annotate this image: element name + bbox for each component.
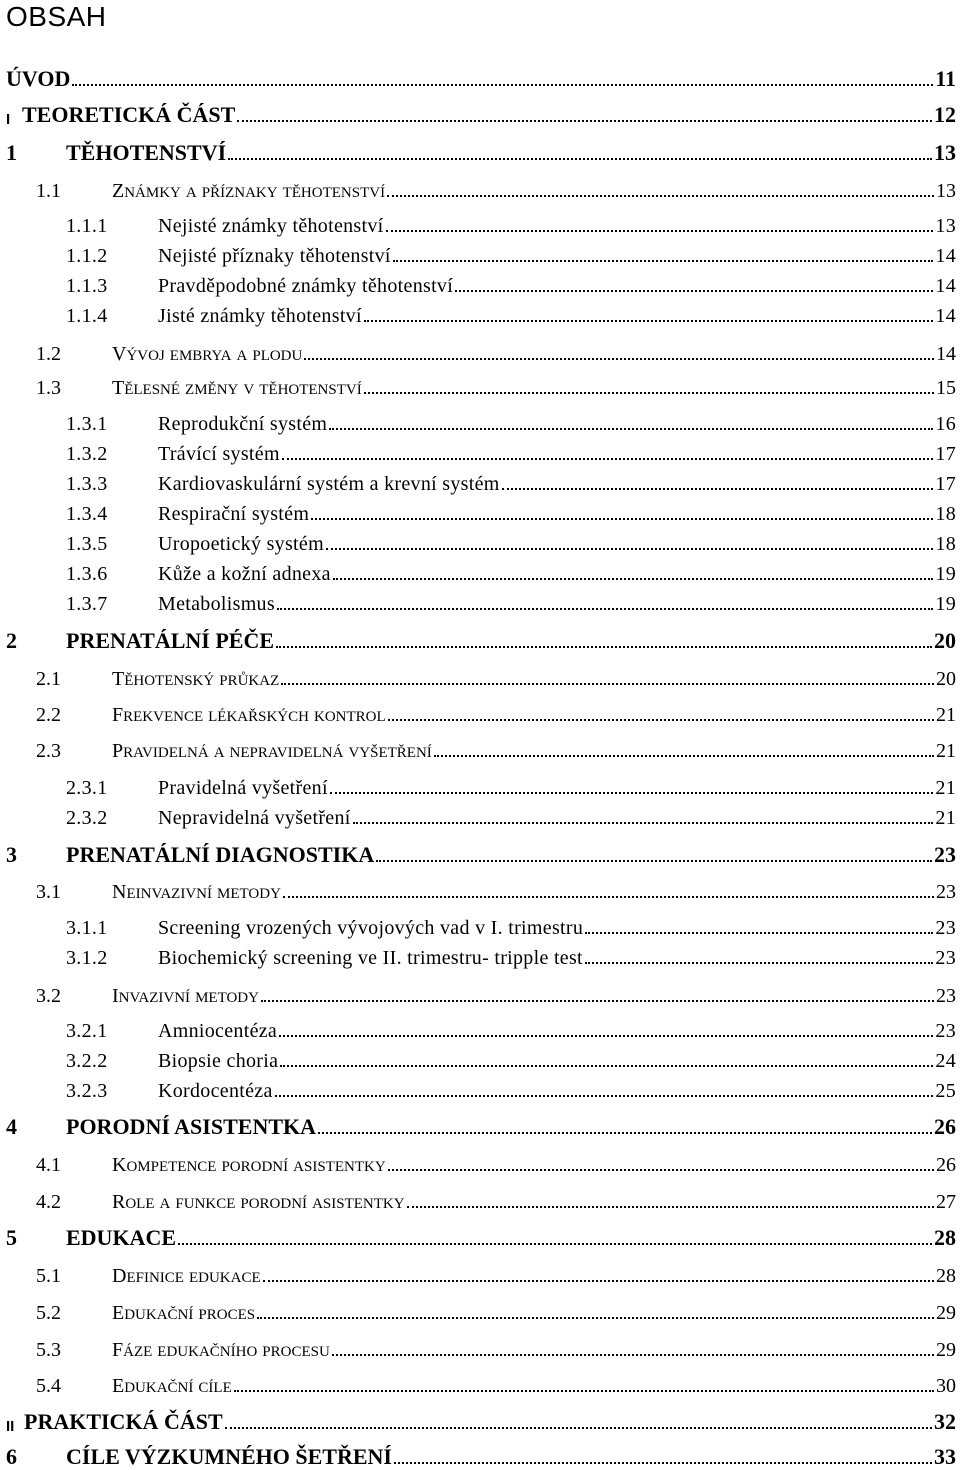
toc-page-number: 32 — [934, 1409, 956, 1434]
toc-entry-number: 5.3 — [36, 1339, 61, 1361]
toc-entry[interactable] — [0, 624, 956, 654]
toc-entry-title: NEINVAZIVNÍ METODY — [112, 881, 281, 903]
toc-entry-number: 2.3.1 — [66, 777, 108, 799]
toc-entry[interactable] — [0, 1221, 956, 1251]
toc-leader-dots — [261, 998, 934, 1002]
toc-entry-number: 2.1 — [36, 668, 61, 690]
toc-entry[interactable] — [0, 496, 956, 526]
toc-leader-dots — [407, 1204, 934, 1208]
toc-leader-dots — [282, 456, 934, 460]
toc-entry[interactable] — [0, 1110, 956, 1140]
toc-entry-title: FREKVENCE LÉKAŘSKÝCH KONTROL — [112, 704, 386, 726]
toc-entry-number: 4.2 — [36, 1191, 61, 1213]
toc-leader-dots — [585, 930, 933, 934]
toc-entry-title: ROLE A FUNKCE PORODNÍ ASISTENTKY — [112, 1191, 405, 1213]
toc-entry-number: 5.4 — [36, 1375, 61, 1397]
toc-leader-dots — [228, 156, 932, 160]
toc-entry[interactable] — [0, 697, 956, 727]
toc-entry-title: EDUKACE — [66, 1225, 177, 1250]
toc-page-number: 23 — [936, 881, 956, 903]
toc-entry[interactable] — [0, 526, 956, 556]
toc-entry[interactable] — [0, 1073, 956, 1103]
toc-entry-title: PRENATÁLNÍ DIAGNOSTIKA — [66, 842, 375, 867]
toc-entry[interactable] — [0, 1368, 956, 1398]
toc-entry[interactable] — [0, 978, 956, 1008]
toc-page-number: 21 — [935, 777, 956, 799]
toc-leader-dots — [376, 858, 932, 862]
toc-page-number: 21 — [936, 704, 956, 726]
toc-page-number: 13 — [934, 140, 956, 165]
toc-entry-number: 1.3.7 — [66, 593, 108, 615]
toc-page-number: 23 — [935, 1020, 956, 1042]
toc-leader-dots — [333, 576, 934, 580]
toc-entry[interactable] — [0, 1440, 956, 1470]
toc-page-number: 13 — [936, 180, 956, 202]
toc-page-number: 21 — [935, 807, 956, 829]
toc-entry[interactable] — [0, 136, 956, 166]
toc-entry-number: 3 — [6, 842, 17, 867]
toc-page-number: 19 — [935, 563, 956, 585]
toc-entry-number: 1.3.1 — [66, 413, 108, 435]
toc-page-number: 23 — [935, 947, 956, 969]
toc-entry[interactable] — [0, 1332, 956, 1362]
toc-entry[interactable] — [0, 208, 956, 238]
toc-entry-title: TEORETICKÁ ČÁST — [22, 102, 236, 127]
toc-leader-dots — [178, 1241, 932, 1245]
toc-entry-title: Jisté známky těhotenství — [158, 305, 362, 327]
page-title: OBSAH — [6, 1, 107, 32]
toc-entry-number: 1.1.4 — [66, 305, 108, 327]
toc-entry-number: 1.1.2 — [66, 245, 108, 267]
toc-entry-number: 3.2.2 — [66, 1050, 108, 1072]
toc-leader-dots — [585, 960, 933, 964]
toc-leader-dots — [455, 288, 933, 292]
toc-entry-title: Pravidelná vyšetření — [158, 777, 328, 799]
toc-page-number: 18 — [935, 503, 956, 525]
toc-entry[interactable] — [0, 940, 956, 970]
toc-entry-title: FÁZE EDUKAČNÍHO PROCESU — [112, 1339, 330, 1361]
toc-entry[interactable] — [0, 436, 956, 466]
toc-leader-dots — [237, 118, 932, 122]
toc-entry[interactable] — [0, 98, 956, 128]
toc-entry-number: 3.1 — [36, 881, 61, 903]
toc-page-number: 14 — [935, 275, 956, 297]
toc-leader-dots — [234, 1388, 934, 1392]
toc-leader-dots — [364, 318, 934, 322]
toc-entry-number: 1.1.1 — [66, 215, 108, 237]
toc-entry[interactable] — [0, 173, 956, 203]
toc-page-number: 11 — [935, 66, 956, 91]
toc-leader-dots — [225, 1425, 932, 1429]
toc-entry[interactable] — [0, 238, 956, 268]
toc-entry[interactable] — [0, 298, 956, 328]
toc-entry[interactable] — [0, 336, 956, 366]
toc-entry-number: 3.2.3 — [66, 1080, 108, 1102]
toc-entry-number: 1.1.3 — [66, 275, 108, 297]
toc-page-number: 20 — [936, 668, 956, 690]
toc-leader-dots — [280, 1063, 933, 1067]
toc-entry-number: 6 — [6, 1444, 17, 1469]
toc-leader-dots — [263, 1278, 934, 1282]
toc-page-number: 28 — [934, 1225, 956, 1250]
toc-page-number: 28 — [936, 1265, 956, 1287]
toc-leader-dots — [502, 486, 934, 490]
toc-page-number: 25 — [935, 1080, 956, 1102]
toc-entry-number: 1.3.5 — [66, 533, 108, 555]
toc-leader-dots — [318, 1130, 932, 1134]
toc-leader-dots — [388, 717, 934, 721]
toc-entry[interactable] — [0, 1258, 956, 1288]
toc-leader-dots — [304, 356, 934, 360]
toc-page-number: 17 — [935, 443, 956, 465]
toc-entry[interactable] — [0, 370, 956, 400]
toc-entry-title: Trávící systém — [158, 443, 280, 465]
toc-page-number: 14 — [935, 245, 956, 267]
toc-page-number: 27 — [936, 1191, 956, 1213]
toc-leader-dots — [434, 753, 934, 757]
toc-entry[interactable] — [0, 800, 956, 830]
toc-entry-title: EDUKAČNÍ PROCES — [112, 1302, 256, 1324]
toc-entry-title: TĚHOTENSKÝ PRŮKAZ — [112, 668, 280, 690]
toc-entry[interactable] — [0, 733, 956, 763]
toc-leader-dots — [387, 193, 934, 197]
toc-entry-number: 1.2 — [36, 343, 61, 365]
toc-entry-title: DEFINICE EDUKACE — [112, 1265, 261, 1287]
toc-entry-title: Biopsie choria — [158, 1050, 279, 1072]
toc-leader-dots — [276, 644, 932, 648]
toc-entry-number: 3.2 — [36, 985, 61, 1007]
toc-entry-number: 1.3.4 — [66, 503, 108, 525]
toc-entry-title: ZNÁMKY A PŘÍZNAKY TĚHOTENSTVÍ — [112, 180, 386, 202]
toc-page-number: 21 — [936, 740, 956, 762]
toc-leader-dots — [394, 1460, 932, 1464]
toc-entry-title: Kardiovaskulární systém a krevní systém — [158, 473, 500, 495]
toc-entry[interactable] — [0, 556, 956, 586]
toc-page-number: 14 — [936, 343, 956, 365]
toc-entry-number: 2.3.2 — [66, 807, 108, 829]
toc-entry-number: I — [6, 111, 11, 128]
toc-entry-number: 3.2.1 — [66, 1020, 108, 1042]
toc-entry-title: PORODNÍ ASISTENTKA — [66, 1114, 317, 1139]
toc-entry[interactable] — [0, 1405, 956, 1435]
toc-leader-dots — [275, 1093, 934, 1097]
toc-entry-title: Uropoetický systém — [158, 533, 324, 555]
toc-entry[interactable] — [0, 466, 956, 496]
toc-entry[interactable] — [0, 406, 956, 436]
toc-page-number: 12 — [934, 102, 956, 127]
toc-entry-number: 5.2 — [36, 1302, 61, 1324]
toc-entry-title: Reprodukční systém — [158, 413, 328, 435]
toc-leader-dots — [330, 790, 934, 794]
toc-entry-title: KOMPETENCE PORODNÍ ASISTENTKY — [112, 1154, 386, 1176]
toc-page-number: 24 — [935, 1050, 956, 1072]
toc-page-number: 16 — [935, 413, 956, 435]
toc-leader-dots — [326, 546, 933, 550]
toc-page-number: 20 — [934, 628, 956, 653]
toc-entry-number: 1 — [6, 140, 17, 165]
toc-entry[interactable] — [0, 874, 956, 904]
toc-entry[interactable] — [0, 1184, 956, 1214]
toc-page-number: 18 — [935, 533, 956, 555]
toc-entry[interactable] — [0, 770, 956, 800]
toc-entry[interactable] — [0, 1295, 956, 1325]
toc-page-number: 26 — [934, 1114, 956, 1139]
toc-entry-title: INVAZIVNÍ METODY — [112, 985, 259, 1007]
toc-entry-title: Nejisté známky těhotenství — [158, 215, 384, 237]
toc-entry-title: Amniocentéza — [158, 1020, 278, 1042]
toc-page-number: 23 — [936, 985, 956, 1007]
toc-leader-dots — [257, 1315, 934, 1319]
toc-entry-number: 3.1.2 — [66, 947, 108, 969]
toc-entry-title: Metabolismus — [158, 593, 275, 615]
toc-page-number: 14 — [935, 305, 956, 327]
toc-entry-title: ÚVOD — [6, 66, 71, 91]
toc-entry-number: 2.3 — [36, 740, 61, 762]
toc-entry[interactable] — [0, 586, 956, 616]
toc-entry-number: 1.1 — [36, 180, 61, 202]
toc-page-number: 17 — [935, 473, 956, 495]
toc-entry-title: Kůže a kožní adnexa — [158, 563, 331, 585]
toc-page-number: 13 — [935, 215, 956, 237]
toc-entry-number: 1.3.2 — [66, 443, 108, 465]
toc-entry-title: Nepravidelná vyšetření — [158, 807, 351, 829]
toc-leader-dots — [283, 894, 934, 898]
toc-entry-number: II — [6, 1418, 15, 1435]
toc-leader-dots — [277, 606, 933, 610]
toc-entry-title: Biochemický screening ve II. trimestru- tripple test — [158, 947, 583, 969]
toc-entry-number: 2.2 — [36, 704, 61, 726]
toc-entry[interactable] — [0, 661, 956, 691]
toc-entry-number: 5.1 — [36, 1265, 61, 1287]
toc-leader-dots — [72, 82, 933, 86]
toc-entry[interactable] — [0, 62, 956, 92]
toc-entry-title: PRENATÁLNÍ PÉČE — [66, 628, 275, 653]
toc-leader-dots — [311, 516, 933, 520]
toc-page-number: 29 — [936, 1339, 956, 1361]
toc-page-number: 19 — [935, 593, 956, 615]
toc-leader-dots — [279, 1033, 933, 1037]
toc-page-number: 23 — [935, 917, 956, 939]
toc-entry-title: TĚLESNÉ ZMĚNY V TĚHOTENSTVÍ — [112, 377, 362, 399]
toc-entry[interactable] — [0, 910, 956, 940]
toc-leader-dots — [388, 1167, 934, 1171]
toc-leader-dots — [364, 390, 934, 394]
toc-entry-number: 4.1 — [36, 1154, 61, 1176]
toc-entry-title: TĚHOTENSTVÍ — [66, 140, 227, 165]
toc-page-number: 33 — [934, 1444, 956, 1469]
toc-page-number: 23 — [934, 842, 956, 867]
toc-entry[interactable] — [0, 1043, 956, 1073]
toc-entry[interactable] — [0, 1013, 956, 1043]
toc-entry[interactable] — [0, 1147, 956, 1177]
toc-entry-title: EDUKAČNÍ CÍLE — [112, 1375, 232, 1397]
toc-page-number: 30 — [936, 1375, 956, 1397]
toc-leader-dots — [332, 1352, 934, 1356]
toc-entry[interactable] — [0, 268, 956, 298]
toc-entry-number: 3.1.1 — [66, 917, 108, 939]
toc-entry-title: Kordocentéza — [158, 1080, 273, 1102]
toc-leader-dots — [386, 228, 934, 232]
toc-entry-title: PRAKTICKÁ ČÁST — [24, 1409, 223, 1434]
toc-entry-number: 1.3.6 — [66, 563, 108, 585]
toc-page-number: 15 — [936, 377, 956, 399]
toc-leader-dots — [353, 820, 934, 824]
toc-leader-dots — [329, 426, 933, 430]
toc-entry-number: 1.3.3 — [66, 473, 108, 495]
toc-entry-title: VÝVOJ EMBRYA A PLODU — [112, 343, 303, 365]
toc-page-number: 29 — [936, 1302, 956, 1324]
toc-entry-number: 1.3 — [36, 377, 61, 399]
toc-entry-title: Respirační systém — [158, 503, 310, 525]
toc-entry-number: 4 — [6, 1114, 17, 1139]
toc-entry-title: Pravděpodobné známky těhotenství — [158, 275, 454, 297]
toc-entry[interactable] — [0, 838, 956, 868]
toc-entry-number: 2 — [6, 628, 17, 653]
toc-page-number: 26 — [936, 1154, 956, 1176]
toc-entry-number: 5 — [6, 1225, 17, 1250]
toc-entry-title: PRAVIDELNÁ A NEPRAVIDELNÁ VYŠETŘENÍ — [112, 740, 432, 762]
toc-entry-title: Nejisté příznaky těhotenství — [158, 245, 391, 267]
toc-leader-dots — [281, 681, 934, 685]
toc-leader-dots — [393, 258, 934, 262]
toc-entry-title: CÍLE VÝZKUMNÉHO ŠETŘENÍ — [66, 1444, 392, 1469]
toc-entry-title: Screening vrozených vývojových vad v I. trimestru — [158, 917, 584, 939]
